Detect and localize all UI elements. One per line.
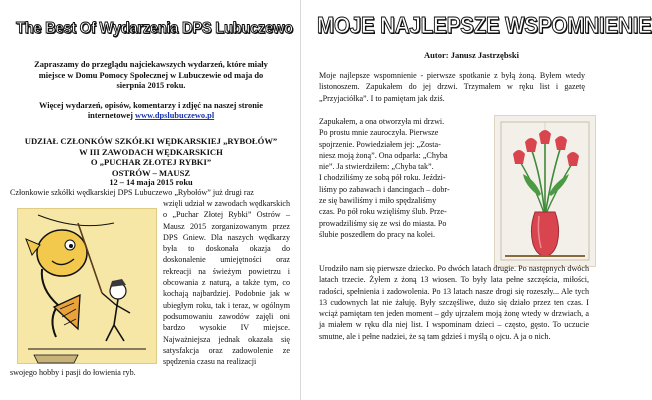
fish-angler-illustration [18, 209, 156, 363]
intro-paragraph: Zapraszamy do przeglądu najciekawszych wydarzeń, które miały miejsce w Domu Pomocy Społecznej w Lubuczewie od maja do sierpnia 2015 roku. [34, 60, 268, 91]
article-heading [18, 136, 284, 189]
article-heading-line-4: OSTRÓW – MAUSZ [111, 167, 191, 178]
article-dates: 12 – 14 maja 2015 roku [109, 178, 193, 188]
article-first-line: Członkowie szkółki wędkarskiej DPS Lubuczewo „Rybołów” już drugi raz [10, 188, 254, 197]
article-heading-line-1: UDZIAŁ CZŁONKÓW SZKÓŁKI WĘDKARSKIEJ „RYBOŁÓW” [24, 135, 278, 146]
memory-line-4: niesz moją żoną”. Ona odparła: „Chyba [319, 150, 448, 160]
memory-line-9: czas. Po pół roku wzięliśmy ślub. Prze- [319, 207, 447, 217]
memory-line-6: I chodziliśmy ze sobą pół roku. Jeździ- [319, 173, 446, 183]
article-last-line: swojego hobby i pasji do łowienia ryb. [10, 368, 136, 377]
memory-wrapped-text [319, 116, 489, 240]
article-heading-line-2: W III ZAWODACH WĘDKARSKICH [79, 146, 223, 157]
left-page-title: The Best Of Wydarzenia DPS Lubuczewo [16, 20, 293, 37]
memory-line-11: ślubie poszedłem do pracy na kolei. [319, 229, 435, 239]
vase-illustration [495, 116, 595, 266]
memory-line-8: ze się bawiliśmy i miło spędzaliśmy [319, 196, 437, 206]
more-info-paragraph [20, 101, 282, 122]
memory-line-1: Zapukałem, a ona otworzyła mi drzwi. [319, 117, 445, 126]
fish-angler-cartoon-icon [17, 208, 157, 364]
memory-intro-text: Moje najlepsze wspomnienie - pierwsze spotkanie z byłą żoną. Byłem wtedy listonoszem. Zapukałem do jej drzwi. Trzymałem w ręku list i gazetę „Przyjaciółka”. I to pamiętam jak dziś. [319, 71, 585, 103]
memory-line-3: spojrzenie. Powiedziałem jej: „Zosta- [319, 139, 441, 149]
article-wrapped-text: wzięli udział w zawodach wędkarskich o „Puchar Złotej Rybki” Ostrów – Mausz 2015 zorganizowanym przez DPS Gniew. Dla naszych wędkarzy była to doskonała okazja do doskonalenie umiejętności oraz rekreacji na świeżym powietrzu i obcowania z naturą, a także tym, co kochają najbardziej. Podobnie jak w ubiegłym roku, tak i teraz, w ogólnym podsumowaniu zawodów zajęli oni bardzo wysokie IV miejsce. Najważniejsza jednak okazała się satysfakcja oraz zadowolenie ze spędzenia czasu na realizacji [163, 199, 290, 367]
memory-line-5: nie”. Ja stwierdziłem: „Chyba tak”. [319, 162, 434, 172]
more-info-text: Więcej wydarzeń, opisów, komentarzy i zdjęć na naszej stronie internetowej [39, 100, 263, 121]
memory-line-7: liśmy po zabawach i dancingach – dobr- [319, 184, 450, 194]
website-link[interactable]: www.dpslubuczewo.pl [135, 111, 215, 121]
article-heading-line-3: O „PUCHAR ZŁOTEJ RYBKI” [90, 157, 212, 168]
right-page-title: MOJE NAJLEPSZE WSPOMNIENIE [317, 12, 652, 38]
left-page [0, 0, 300, 400]
article-author: Autor: Janusz Jastrzębski [424, 50, 519, 60]
vase-with-tulips-icon [494, 115, 596, 267]
memory-line-10: prowadziliśmy się ze wsi do miasta. Po [319, 218, 447, 228]
memory-line-2: Po prostu mnie zauroczyła. Pierwsze [319, 128, 439, 138]
right-page [300, 0, 652, 400]
memory-closing-text: Urodziło nam się pierwsze dziecko. Po dwóch latach drugie. Po następnych dwóch latach trzecie. Żyłem z żoną 13 wiosen. To były lata pełne szczęścia, miłości, radości, spełnienia i zadowolenia. Po 13 latach nasze drogi się rozeszły... Ale tych 13 cudownych lat nie żałuję. Były szczęśliwe, dużo się działo przez ten czas. I wciąż pamiętam ten jeden moment – gdy ujrzałem moją żonę wtedy w drzwiach, a ja miałem w ręku dla niej list. I wspominam dzieci – często, gęsto. To uczucie smutne, ale i pełne nadziei, że są tam gdzieś i myślą o ojcu. A ja o nich. [319, 264, 589, 341]
